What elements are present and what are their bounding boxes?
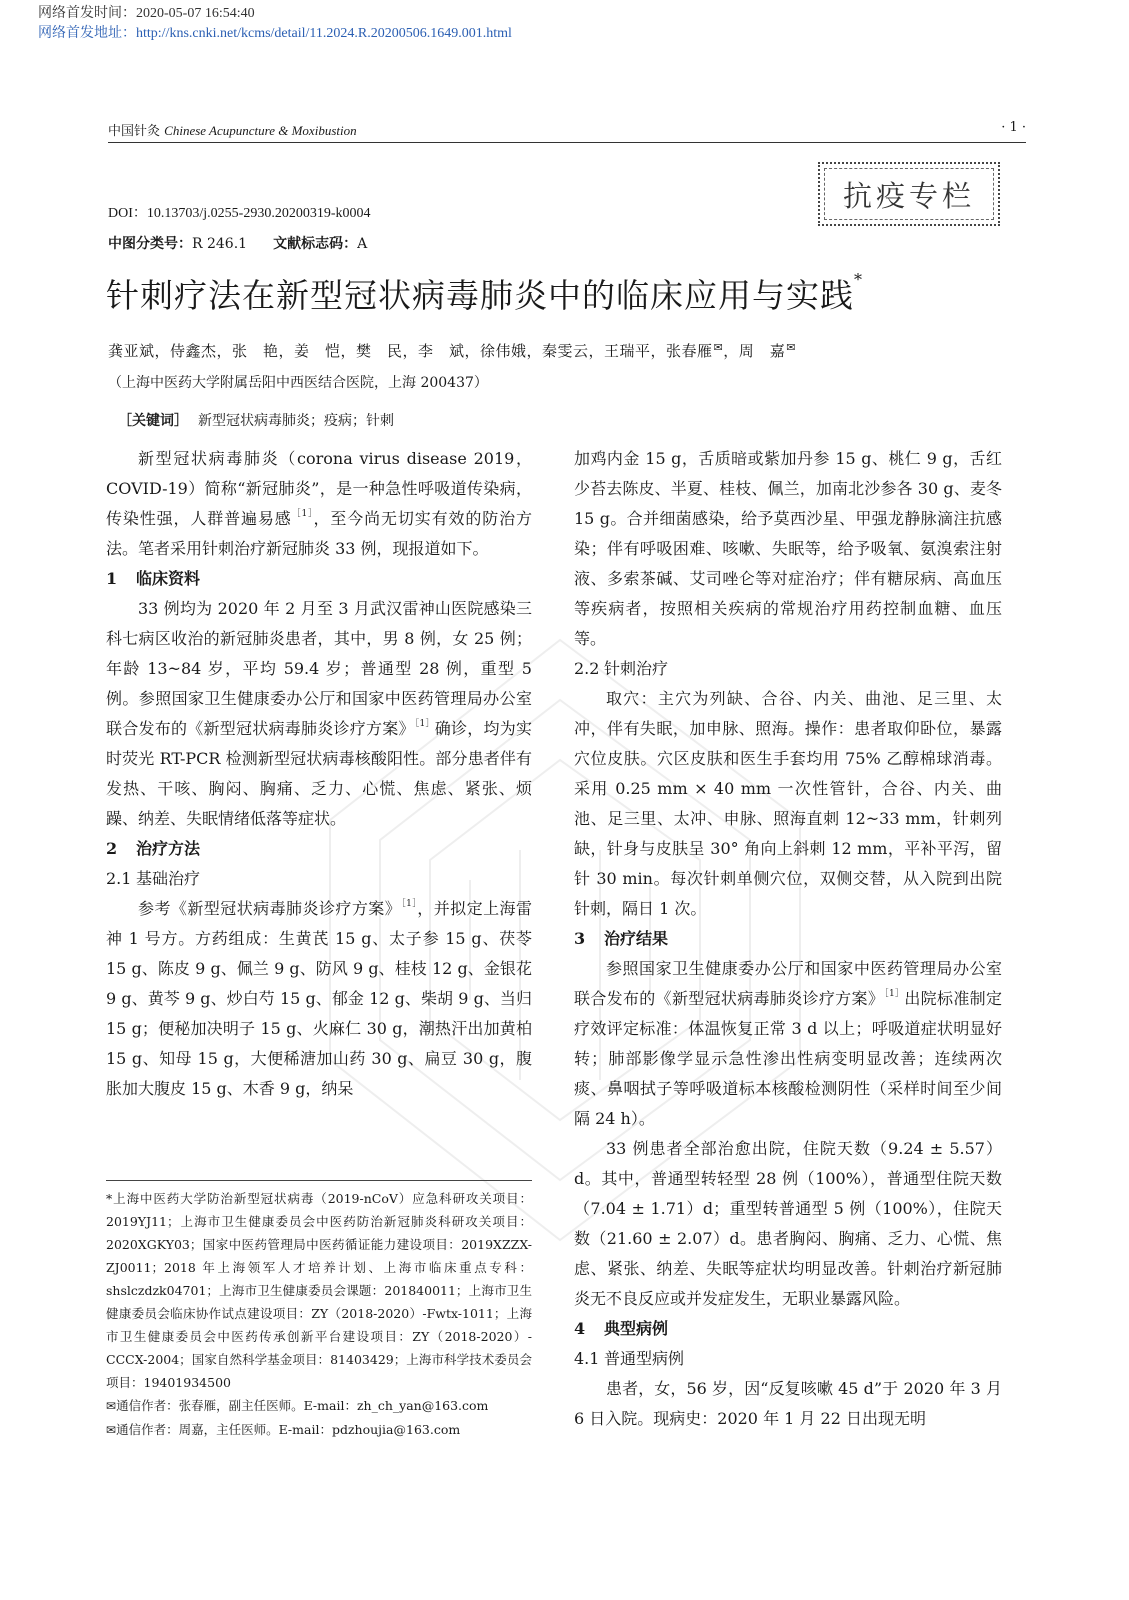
citation-ref: ［1］	[401, 899, 418, 909]
envelope-icon: ✉	[106, 1399, 117, 1413]
classification-line	[108, 233, 367, 253]
online-first-info	[38, 4, 512, 44]
doi-line: DOI：10.13703/j.0255-2930.20200319-k0004	[108, 206, 371, 221]
doc-code-label: 文献标志码：	[273, 236, 358, 252]
first-pub-time: 2020-05-07 16:54:40	[136, 6, 255, 21]
corresponding-author-envelope-icon: ✉	[713, 341, 724, 354]
article-title	[106, 270, 863, 317]
corresponding-author-2: ✉通信作者：周嘉，主任医师。E-mail：pdzhoujia@163.com	[106, 1422, 461, 1437]
journal-name-en: Chinese Acupuncture & Moxibustion	[164, 123, 357, 138]
right-column	[574, 444, 1002, 1434]
corresponding-author-envelope-icon: ✉	[786, 341, 796, 354]
authors-part-2: ，周 嘉	[723, 342, 786, 360]
keywords-line	[118, 410, 394, 430]
funding-note: *上海中医药大学防治新型冠状病毒（2019-nCoV）应急科研攻关项目：2019YJ11；上海市卫生健康委员会中医药防治新冠肺炎科研攻关项目：2020XGKY03；国家中医药管理局中医药循证能力建设项目：2019XZZX-ZJ0011；2018 年上海领军人才培养计划、上海市临床重点专科：shslczdzk04701；上海市卫生健康委员会课题：201840011；上海市卫生健康委员会临床协作试点建设项目：ZY（2018-2020）-Fwtx-1011；上海市卫生健康委员会中医药传承创新平台建设项目：ZY（2018-2020）-CCCX-2004；国家自然科学基金项目：81403429；上海市科学技术委员会项目：19401934500	[106, 1191, 532, 1390]
first-pub-time-label: 网络首发时间：	[38, 6, 136, 21]
clc-label: 中图分类号：	[108, 236, 192, 252]
intro-paragraph: 新型冠状病毒肺炎（corona virus disease 2019，COVID-19）简称“新冠肺炎”，是一种急性呼吸道传染病，传染性强，人群普遍易感$^{[1]}$，至今尚无切实有效的防治方法。笔者采用针刺治疗新冠肺炎 33 例，现报道如下。	[106, 449, 532, 558]
column-tag-stamp	[818, 162, 1000, 226]
left-column	[106, 444, 532, 1104]
section-2-1-heading: 2.1 基础治疗	[106, 869, 201, 888]
footnotes	[106, 1180, 532, 1442]
clc-value: R 246.1	[192, 236, 248, 252]
section-3-paragraph-1: 参照国家卫生健康委办公厅和国家中医药管理局办公室联合发布的《新型冠状病毒肺炎诊疗方案》$^{[1]}$出院标准制定疗效评定标准：体温恢复正常 3 d 以上；呼吸道症状明显好转；肺部影像学显示急性渗出性病变明显改善；连续两次痰、鼻咽拭子等呼吸道标本核酸检测阴性（采样时间至少间隔 24 h）。	[574, 959, 1002, 1128]
envelope-icon: ✉	[106, 1423, 117, 1437]
section-4-1-paragraph: 患者，女，56 岁，因“反复咳嗽 45 d”于 2020 年 3 月 6 日入院。现病史：2020 年 1 月 22 日出现无明	[574, 1379, 1002, 1428]
section-1-heading: 1 临床资料	[106, 569, 201, 588]
authors-part-1: 龚亚斌，侍鑫杰，张 艳，姜 恺，樊 民，李 斌，徐伟娥，秦雯云，王瑞平，张春雁	[108, 342, 713, 360]
citation-ref: ［1］	[291, 509, 314, 519]
section-2-1-paragraph: 参考《新型冠状病毒肺炎诊疗方案》$^{[1]}$，并拟定上海雷神 1 号方。方药组成：生黄芪 15 g、太子参 15 g、茯苓 15 g、陈皮 9 g、佩兰 9 g、防风 9 g、桂枝 12 g、金银花 9 g、黄芩 9 g、炒白芍 15 g、郁金 12 g、柴胡 9 g、当归 15 g；便秘加决明子 15 g、火麻仁 30 g，潮热汗出加黄柏 15 g、知母 15 g，大便稀溏加山药 30 g、扁豆 30 g，腹胀加大腹皮 15 g、木香 9 g，纳呆	[106, 899, 532, 1098]
running-head	[108, 118, 1026, 143]
section-3-paragraph-2: 33 例患者全部治愈出院，住院天数（9.24 ± 5.57）d。其中，普通型转轻型 28 例（100%），普通型住院天数（7.04 ± 1.71）d；重型转普通型 5 例（100%），住院天数（21.60 ± 2.07）d。患者胸闷、胸痛、乏力、心慌、焦虑、紧张、纳差、失眠等症状均明显改善。针刺治疗新冠肺炎无不良反应或并发症发生，无职业暴露风险。	[574, 1139, 1002, 1308]
section-2-2-heading: 2.2 针刺治疗	[574, 659, 669, 678]
section-4-heading: 4 典型病例	[574, 1319, 669, 1338]
keywords-label: ［关键词］	[118, 413, 188, 429]
keywords-value: 新型冠状病毒肺炎；疫病；针刺	[198, 413, 394, 429]
title-footnote-mark: *	[854, 270, 863, 289]
author-list	[108, 340, 796, 361]
section-3-heading: 3 治疗结果	[574, 929, 669, 948]
affiliation: （上海中医药大学附属岳阳中西医结合医院，上海 200437）	[108, 375, 488, 391]
section-4-1-heading: 4.1 普通型病例	[574, 1349, 685, 1368]
section-2-2-paragraph: 取穴：主穴为列缺、合谷、内关、曲池、足三里、太冲，伴有失眠，加申脉、照海。操作：患者取仰卧位，暴露穴位皮肤。穴区皮肤和医生手套均用 75% 乙醇棉球消毒。采用 0.25 mm × 40 mm 一次性管针，合谷、内关、曲池、足三里、太冲、申脉、照海直刺 12~33 mm，针刺列缺，针身与皮肤呈 30° 角向上斜刺 12 mm，平补平泻，留针 30 min。每次针刺单侧穴位，双侧交替，从入院到出院针刺，隔日 1 次。	[574, 689, 1002, 918]
citation-ref: ［1］	[884, 989, 905, 999]
first-pub-url-link[interactable]: http://kns.cnki.net/kcms/detail/11.2024.R.20200506.1649.001.html	[136, 26, 512, 41]
first-pub-url-label: 网络首发地址：	[38, 26, 136, 41]
page-number: · 1 ·	[1001, 120, 1026, 135]
corresponding-author-1: ✉通信作者：张春雁，副主任医师。E-mail：zh_ch_yan@163.com	[106, 1398, 489, 1413]
column-tag: 抗疫专栏	[824, 168, 994, 220]
doc-code-value: A	[357, 236, 368, 252]
journal-name-cn: 中国针灸	[108, 124, 161, 139]
section-2-1-continuation: 加鸡内金 15 g，舌质暗或紫加丹参 15 g、桃仁 9 g，舌红少苔去陈皮、半夏、桂枝、佩兰，加南北沙参各 30 g、麦冬 15 g。合并细菌感染，给予莫西沙星、甲强龙静脉滴注抗感染；伴有呼吸困难、咳嗽、失眠等，给予吸氧、氨溴索注射液、多索茶碱、艾司唑仑等对症治疗；伴有糖尿病、高血压等疾病者，按照相关疾病的常规治疗用药控制血糖、血压等。	[574, 449, 1002, 648]
section-1-paragraph: 33 例均为 2020 年 2 月至 3 月武汉雷神山医院感染三科七病区收治的新冠肺炎患者，其中，男 8 例，女 25 例；年龄 13~84 岁，平均 59.4 岁；普通型 28 例，重型 5 例。参照国家卫生健康委办公厅和国家中医药管理局办公室联合发布的《新型冠状病毒肺炎诊疗方案》$^{[1]}$确诊，均为实时荧光 RT-PCR 检测新型冠状病毒核酸阳性。部分患者伴有发热、干咳、胸闷、胸痛、乏力、心慌、焦虑、紧张、烦躁、纳差、失眠情绪低落等症状。	[106, 599, 532, 828]
citation-ref: ［1］	[414, 719, 435, 729]
journal-name	[108, 120, 357, 139]
section-2-heading: 2 治疗方法	[106, 839, 201, 858]
article-title-text: 针刺疗法在新型冠状病毒肺炎中的临床应用与实践	[106, 276, 854, 315]
